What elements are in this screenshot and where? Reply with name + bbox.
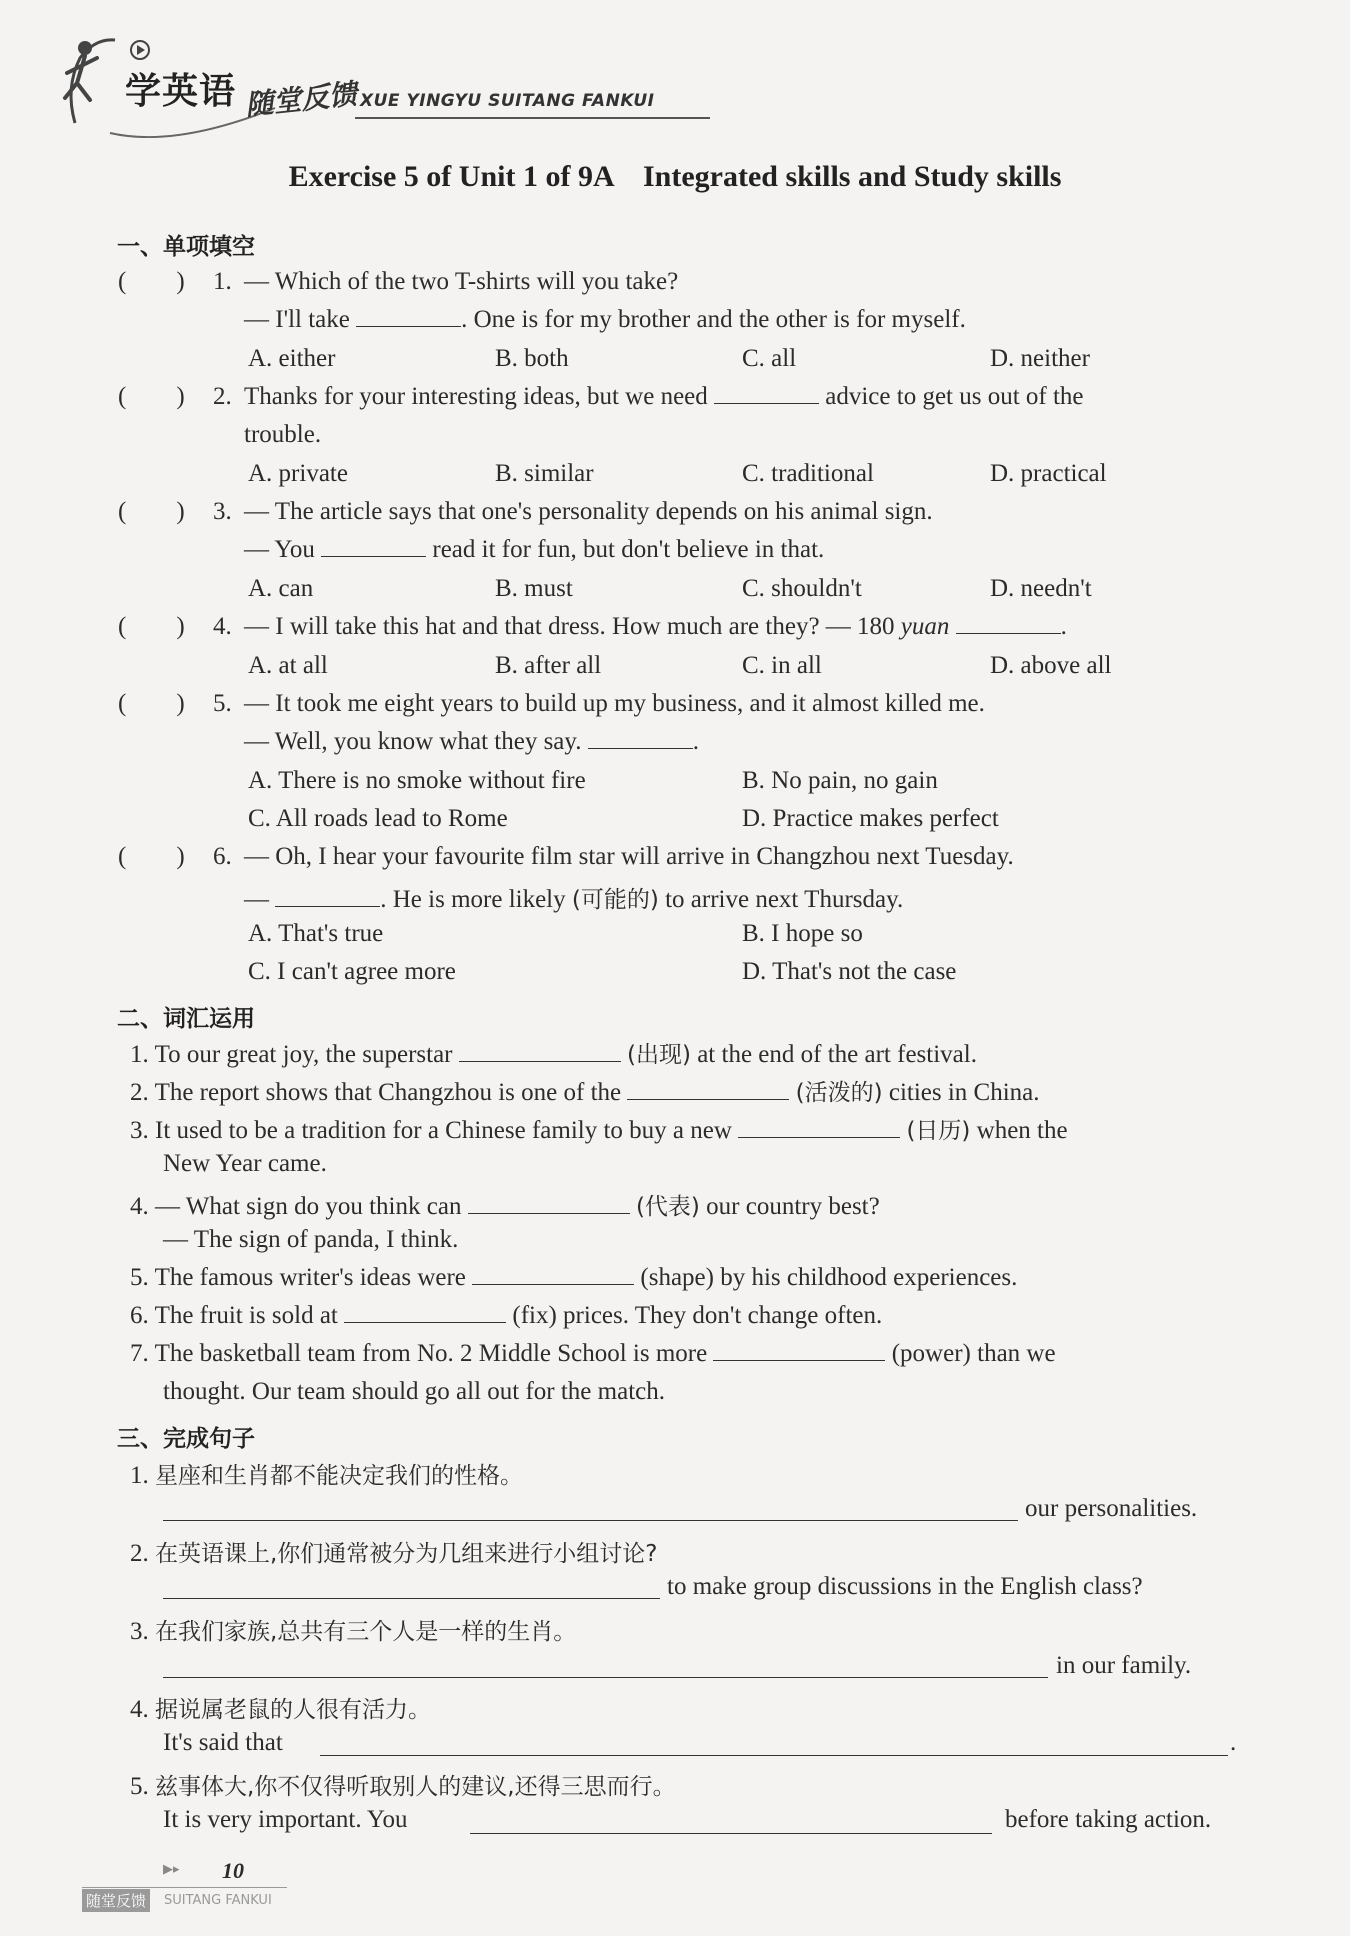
option-d[interactable]: D. neither xyxy=(990,345,1090,372)
vocab-item-1: 1. To our great joy, the superstar (出现) at the end of the art festival. xyxy=(130,1041,977,1068)
answer-bracket-2[interactable]: ( ) xyxy=(118,383,185,410)
option-a[interactable]: A. can xyxy=(248,575,314,602)
option-c[interactable]: C. traditional xyxy=(742,460,874,487)
vocab-item-4-cont: — The sign of panda, I think. xyxy=(163,1226,459,1253)
blank[interactable] xyxy=(738,1117,900,1138)
logo-chinese-secondary: 随堂反馈 xyxy=(243,77,359,122)
page-number: 10 xyxy=(222,1858,244,1883)
option-b[interactable]: B. I hope so xyxy=(742,920,863,947)
blank[interactable] xyxy=(627,1079,789,1100)
option-d[interactable]: D. practical xyxy=(990,460,1107,487)
option-c[interactable]: C. I can't agree more xyxy=(248,958,456,985)
option-b[interactable]: B. No pain, no gain xyxy=(742,767,938,794)
answer-bracket-1[interactable]: ( ) xyxy=(118,268,185,295)
option-d[interactable]: D. above all xyxy=(990,652,1112,679)
answer-line-3[interactable] xyxy=(163,1677,1048,1678)
option-c[interactable]: C. in all xyxy=(742,652,822,679)
option-d[interactable]: D. That's not the case xyxy=(742,958,957,985)
page-arrow-icon: ▶▸ xyxy=(163,1862,180,1877)
translate-item-1: 1. 星座和生肖都不能决定我们的性格。 xyxy=(130,1462,523,1489)
question-3-line-2: — You read it for fun, but don't believe in that. xyxy=(244,536,825,563)
question-2-number: 2. xyxy=(213,383,232,410)
footer-divider xyxy=(82,1887,287,1888)
option-d[interactable]: D. Practice makes perfect xyxy=(742,805,999,832)
translate-item-3-tail: in our family. xyxy=(1056,1652,1192,1679)
translate-item-1-tail: our personalities. xyxy=(1025,1495,1198,1522)
option-c[interactable]: C. all xyxy=(742,345,797,372)
section-heading-3: 三、完成句子 xyxy=(117,1426,255,1452)
option-a[interactable]: A. either xyxy=(248,345,336,372)
blank[interactable] xyxy=(356,306,461,327)
blank[interactable] xyxy=(956,613,1061,634)
blank[interactable] xyxy=(344,1302,506,1323)
option-a[interactable]: A. There is no smoke without fire xyxy=(248,767,586,794)
question-1-line-2: — I'll take . One is for my brother and the other is for myself. xyxy=(244,306,966,333)
blank[interactable] xyxy=(275,886,380,907)
translate-item-2: 2. 在英语课上,你们通常被分为几组来进行小组讨论? xyxy=(130,1540,658,1567)
option-d[interactable]: D. needn't xyxy=(990,575,1092,602)
question-6-line-1: — Oh, I hear your favourite film star will arrive in Changzhou next Tuesday. xyxy=(244,843,1014,870)
translate-item-2-tail: to make group discussions in the English class? xyxy=(667,1573,1143,1600)
option-b[interactable]: B. must xyxy=(495,575,573,602)
translate-item-5: 5. 兹事体大,你不仅得听取别人的建议,还得三思而行。 xyxy=(130,1773,676,1800)
header-banner xyxy=(55,28,675,138)
answer-line-1[interactable] xyxy=(163,1520,1018,1521)
vocab-item-7: 7. The basketball team from No. 2 Middle School is more (power) than we xyxy=(130,1340,1056,1367)
page-title: Exercise 5 of Unit 1 of 9A Integrated skills and Study skills xyxy=(288,160,1062,193)
translate-item-5-head: It is very important. You xyxy=(163,1806,408,1833)
option-a[interactable]: A. That's true xyxy=(248,920,384,947)
question-6-line-2: — . He is more likely (可能的) to arrive next Thursday. xyxy=(244,886,904,913)
answer-line-2[interactable] xyxy=(163,1598,660,1599)
question-1-number: 1. xyxy=(213,268,232,295)
blank[interactable] xyxy=(472,1264,634,1285)
logo-pinyin: XUE YINGYU SUITANG FANKUI xyxy=(360,91,655,111)
footer-badge: 随堂反馈 xyxy=(82,1889,150,1912)
blank[interactable] xyxy=(713,1340,885,1361)
question-4-number: 4. xyxy=(213,613,232,640)
question-3-number: 3. xyxy=(213,498,232,525)
option-c[interactable]: C. All roads lead to Rome xyxy=(248,805,508,832)
vocab-item-7-cont: thought. Our team should go all out for the match. xyxy=(163,1378,665,1405)
translate-item-3: 3. 在我们家族,总共有三个人是一样的生肖。 xyxy=(130,1618,577,1645)
question-4-line-1: — I will take this hat and that dress. How much are they? — 180 yuan . xyxy=(244,613,1067,640)
question-5-line-1: — It took me eight years to build up my business, and it almost killed me. xyxy=(244,690,985,717)
translate-item-4-head: It's said that xyxy=(163,1729,283,1756)
vocab-item-3: 3. It used to be a tradition for a Chinese family to buy a new (日历) when the xyxy=(130,1117,1068,1144)
blank[interactable] xyxy=(588,728,693,749)
footer-badge-pinyin: SUITANG FANKUI xyxy=(164,1893,272,1908)
question-1-line-1: — Which of the two T-shirts will you take? xyxy=(244,268,679,295)
vocab-item-2: 2. The report shows that Changzhou is one of the (活泼的) cities in China. xyxy=(130,1079,1040,1106)
translate-item-4-tail: . xyxy=(1230,1729,1237,1756)
question-5-number: 5. xyxy=(213,690,232,717)
vocab-item-5: 5. The famous writer's ideas were (shape) by his childhood experiences. xyxy=(130,1264,1018,1291)
translate-item-4: 4. 据说属老鼠的人很有活力。 xyxy=(130,1696,431,1723)
option-b[interactable]: B. both xyxy=(495,345,569,372)
option-b[interactable]: B. after all xyxy=(495,652,602,679)
translate-item-5-tail: before taking action. xyxy=(1005,1806,1212,1833)
blank[interactable] xyxy=(714,383,819,404)
option-a[interactable]: A. at all xyxy=(248,652,328,679)
question-5-line-2: — Well, you know what they say. . xyxy=(244,728,700,755)
question-2-line-1: Thanks for your interesting ideas, but we need advice to get us out of the xyxy=(244,383,1084,410)
option-a[interactable]: A. private xyxy=(248,460,348,487)
blank[interactable] xyxy=(321,536,426,557)
answer-line-5[interactable] xyxy=(470,1833,992,1834)
header-underline xyxy=(355,117,710,119)
question-2-line-2: trouble. xyxy=(244,421,322,448)
logo-chinese: 学英语 xyxy=(125,71,237,112)
vocab-item-6: 6. The fruit is sold at (fix) prices. They don't change often. xyxy=(130,1302,883,1329)
answer-bracket-6[interactable]: ( ) xyxy=(118,843,185,870)
answer-bracket-3[interactable]: ( ) xyxy=(118,498,185,525)
option-c[interactable]: C. shouldn't xyxy=(742,575,862,602)
section-heading-1: 一、单项填空 xyxy=(117,234,255,260)
answer-bracket-5[interactable]: ( ) xyxy=(118,690,185,717)
blank[interactable] xyxy=(459,1041,621,1062)
option-b[interactable]: B. similar xyxy=(495,460,594,487)
blank[interactable] xyxy=(468,1193,630,1214)
vocab-item-3-cont: New Year came. xyxy=(163,1150,327,1177)
question-6-number: 6. xyxy=(213,843,232,870)
answer-bracket-4[interactable]: ( ) xyxy=(118,613,185,640)
vocab-item-4: 4. — What sign do you think can (代表) our country best? xyxy=(130,1193,880,1220)
question-3-line-1: — The article says that one's personality depends on his animal sign. xyxy=(244,498,933,525)
section-heading-2: 二、词汇运用 xyxy=(117,1006,255,1032)
answer-line-4[interactable] xyxy=(320,1755,1228,1756)
